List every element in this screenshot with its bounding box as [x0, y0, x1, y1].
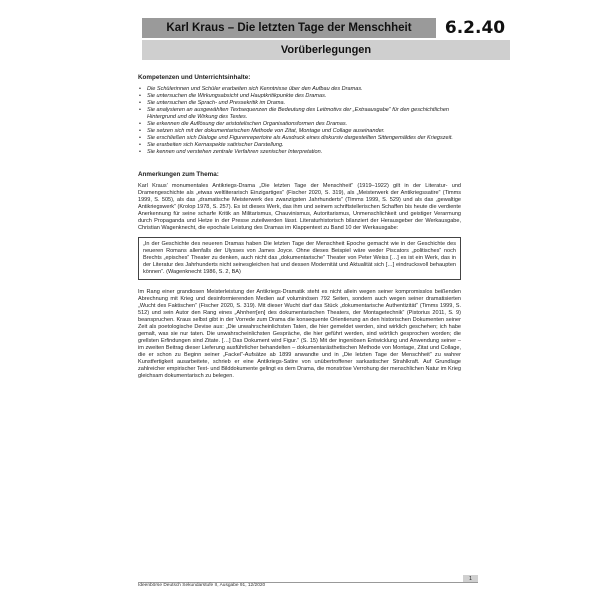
document-body	[138, 74, 461, 380]
quote-text: „In der Geschichte des neueren Dramas haben Die letzten Tage der Menschheit Epoche gemacht wie in der Geschichte des neueren Romans allenfalls der Ulysses von James Joyce. Ohne dieses Beispiel wäre weder Piscators „politisches“ noch Brechts „episches“ Theater zu denken, auch nicht das „dokumentarische“ Theater von Peter Weiss […] es ist ein Werk, das in der Literatur des Jahrhunderts nicht seinesgleichen hat und dessen Modernität und Aktualität sich […] eindrucksvoll behaupten können“. (Wagenknecht 1986, S. 2, BA)	[143, 241, 456, 275]
section-subtitle: Vorüberlegungen	[280, 44, 372, 56]
list-item: • Sie erschließen sich Dialoge und Figurenrepertoire als Ausdruck eines diskursiv dargestellten Sittengemäldes der Kriegszeit.	[147, 135, 461, 142]
quote-box	[138, 237, 461, 280]
list-item: • Sie untersuchen die Sprach- und Pressekritik im Drama.	[147, 100, 461, 107]
section-subtitle-bar	[142, 40, 510, 60]
page-number: 1	[463, 575, 478, 582]
paragraph-main: Im Rang einer grandiosen Meisterleistung der Antikriegs-Dramatik steht es nicht allein wegen seiner kompromisslos beißenden Abrechnung mit Krieg und desinformierenden Medien auf voluminösen 792 Seiten, sondern auch wegen seiner dramatisierten „Wucht des Faktischen“ (Fischer 2020, S. 319). Mit dieser Wucht darf das Stück „dokumentarische Authentizität“ (Timms 1999, S. 512) und sein Autor den Rang eines „Ahnherr[en] des dokumentarischen Theaters, der Montagetechnik“ (Pistorius 2011, S. 9) beanspruchen. Kraus selbst gibt in der Vorrede zum Drama die konsequente Orientierung an den historischen Dokumenten seiner Zeit als poetologische Devise aus: „Die unwahrscheinlichsten Taten, die hier gemeldet werden, sind wirklich geschehen; ich habe gemalt, was sie nur taten. Die unwahrscheinlichsten Gespräche, die hier geführt werden, sind wörtlich gesprochen worden; die grellsten Erfindungen sind Zitate. […] Das Dokument wird Figur.“ (S. 15) Mit der ingeniösen Entwicklung und Anwendung seiner – im zweiten Beitrag dieser Lieferung ausführlicher behandelten – dokumentarästhetischen Methode von Montage, Zitat und Collage, die er schon zu Beginn seiner „Fackel“-Aufsätze ab 1899 anwandte und in „Die letzten Tage der Menschheit“ zu wahrer Kunstfertigkeit ausarbeitete, schrieb er eine Antikriegs-Satire von unübertroffener sarkastischer Strahlkraft. Auf Grundlage zahlreicher empirischer Text- und Bilddokumente gelingt es dem Drama, die monströse Verrohung der menschlichen Natur im Krieg gleichsam dokumentarisch zu belegen.	[138, 289, 461, 379]
list-item: • Die Schülerinnen und Schüler erarbeiten sich Kenntnisse über den Aufbau des Dramas.	[147, 86, 461, 93]
list-item: • Sie erarbeiten sich Kernaspekte satirischer Darstellung.	[147, 142, 461, 149]
paragraph-intro: Karl Kraus’ monumentales Antikriegs-Drama „Die letzten Tage der Menschheit“ (1919–1922) gilt in der Literatur- und Dramengeschichte als „etwas weltliterarisch Einzigartiges“ (Fischer 2020, S. 319), als „Meisterwerk der Antikriegssatire“ (Timms 1999, S. 505), als das „dramatische Meisterwerk des zwanzigsten Jahrhunderts“ (Timms 1999, S. 529) und als das „gewaltige Antikriegswerk“ (Krolop 1978, S. 257). Es ist dieses Werk, das ihm und seinem schriftstellerischen Schaffen bis heute die verdiente Anerkennung für seine scharfe Kritik an Militarismus, Chauvinismus, Autoritarismus, Unmenschlichkeit und geistiger Verarmung durch Propaganda und Hetze in der Presse zuteilwerden lässt. Literaturhistorisch bilanziert der Herausgeber der Werkausgabe, Christian Wagenknecht, die epochale Leistung des Dramas im Klappentext zu Band 10 der Werkausgabe:	[138, 183, 461, 231]
kompetenzen-list	[138, 86, 461, 156]
list-item: • Sie setzen sich mit der dokumentarischen Methode von Zitat, Montage und Collage auseinander.	[147, 128, 461, 135]
list-item: • Sie kennen und verstehen zentrale Verfahren szenischer Interpretation.	[147, 149, 461, 156]
list-item: • Sie untersuchen die Wirkungsabsicht und Hauptkritikpunkte des Dramas.	[147, 93, 461, 100]
footer-text: Ideenbörse Deutsch Sekundarstufe II, Ausgabe 91, 12/2020	[138, 583, 266, 588]
kompetenzen-heading: Kompetenzen und Unterrichtsinhalte:	[138, 74, 251, 81]
list-item: • Sie erkennen die Auflösung der aristotelischen Organisationsformen des Dramas.	[147, 121, 461, 128]
anmerkungen-heading: Anmerkungen zum Thema:	[138, 171, 219, 178]
document-title: Karl Kraus – Die letzten Tage der Menschheit	[166, 22, 412, 34]
section-code: 6.2.40	[444, 18, 506, 38]
document-title-bar	[142, 18, 436, 38]
list-item: • Sie analysieren an ausgewählten Textsequenzen die Bedeutung des Leitmotivs der „Extraausgabe“ für den geschichtlichen Hintergrund und die Wirkung des Textes.	[147, 107, 461, 121]
